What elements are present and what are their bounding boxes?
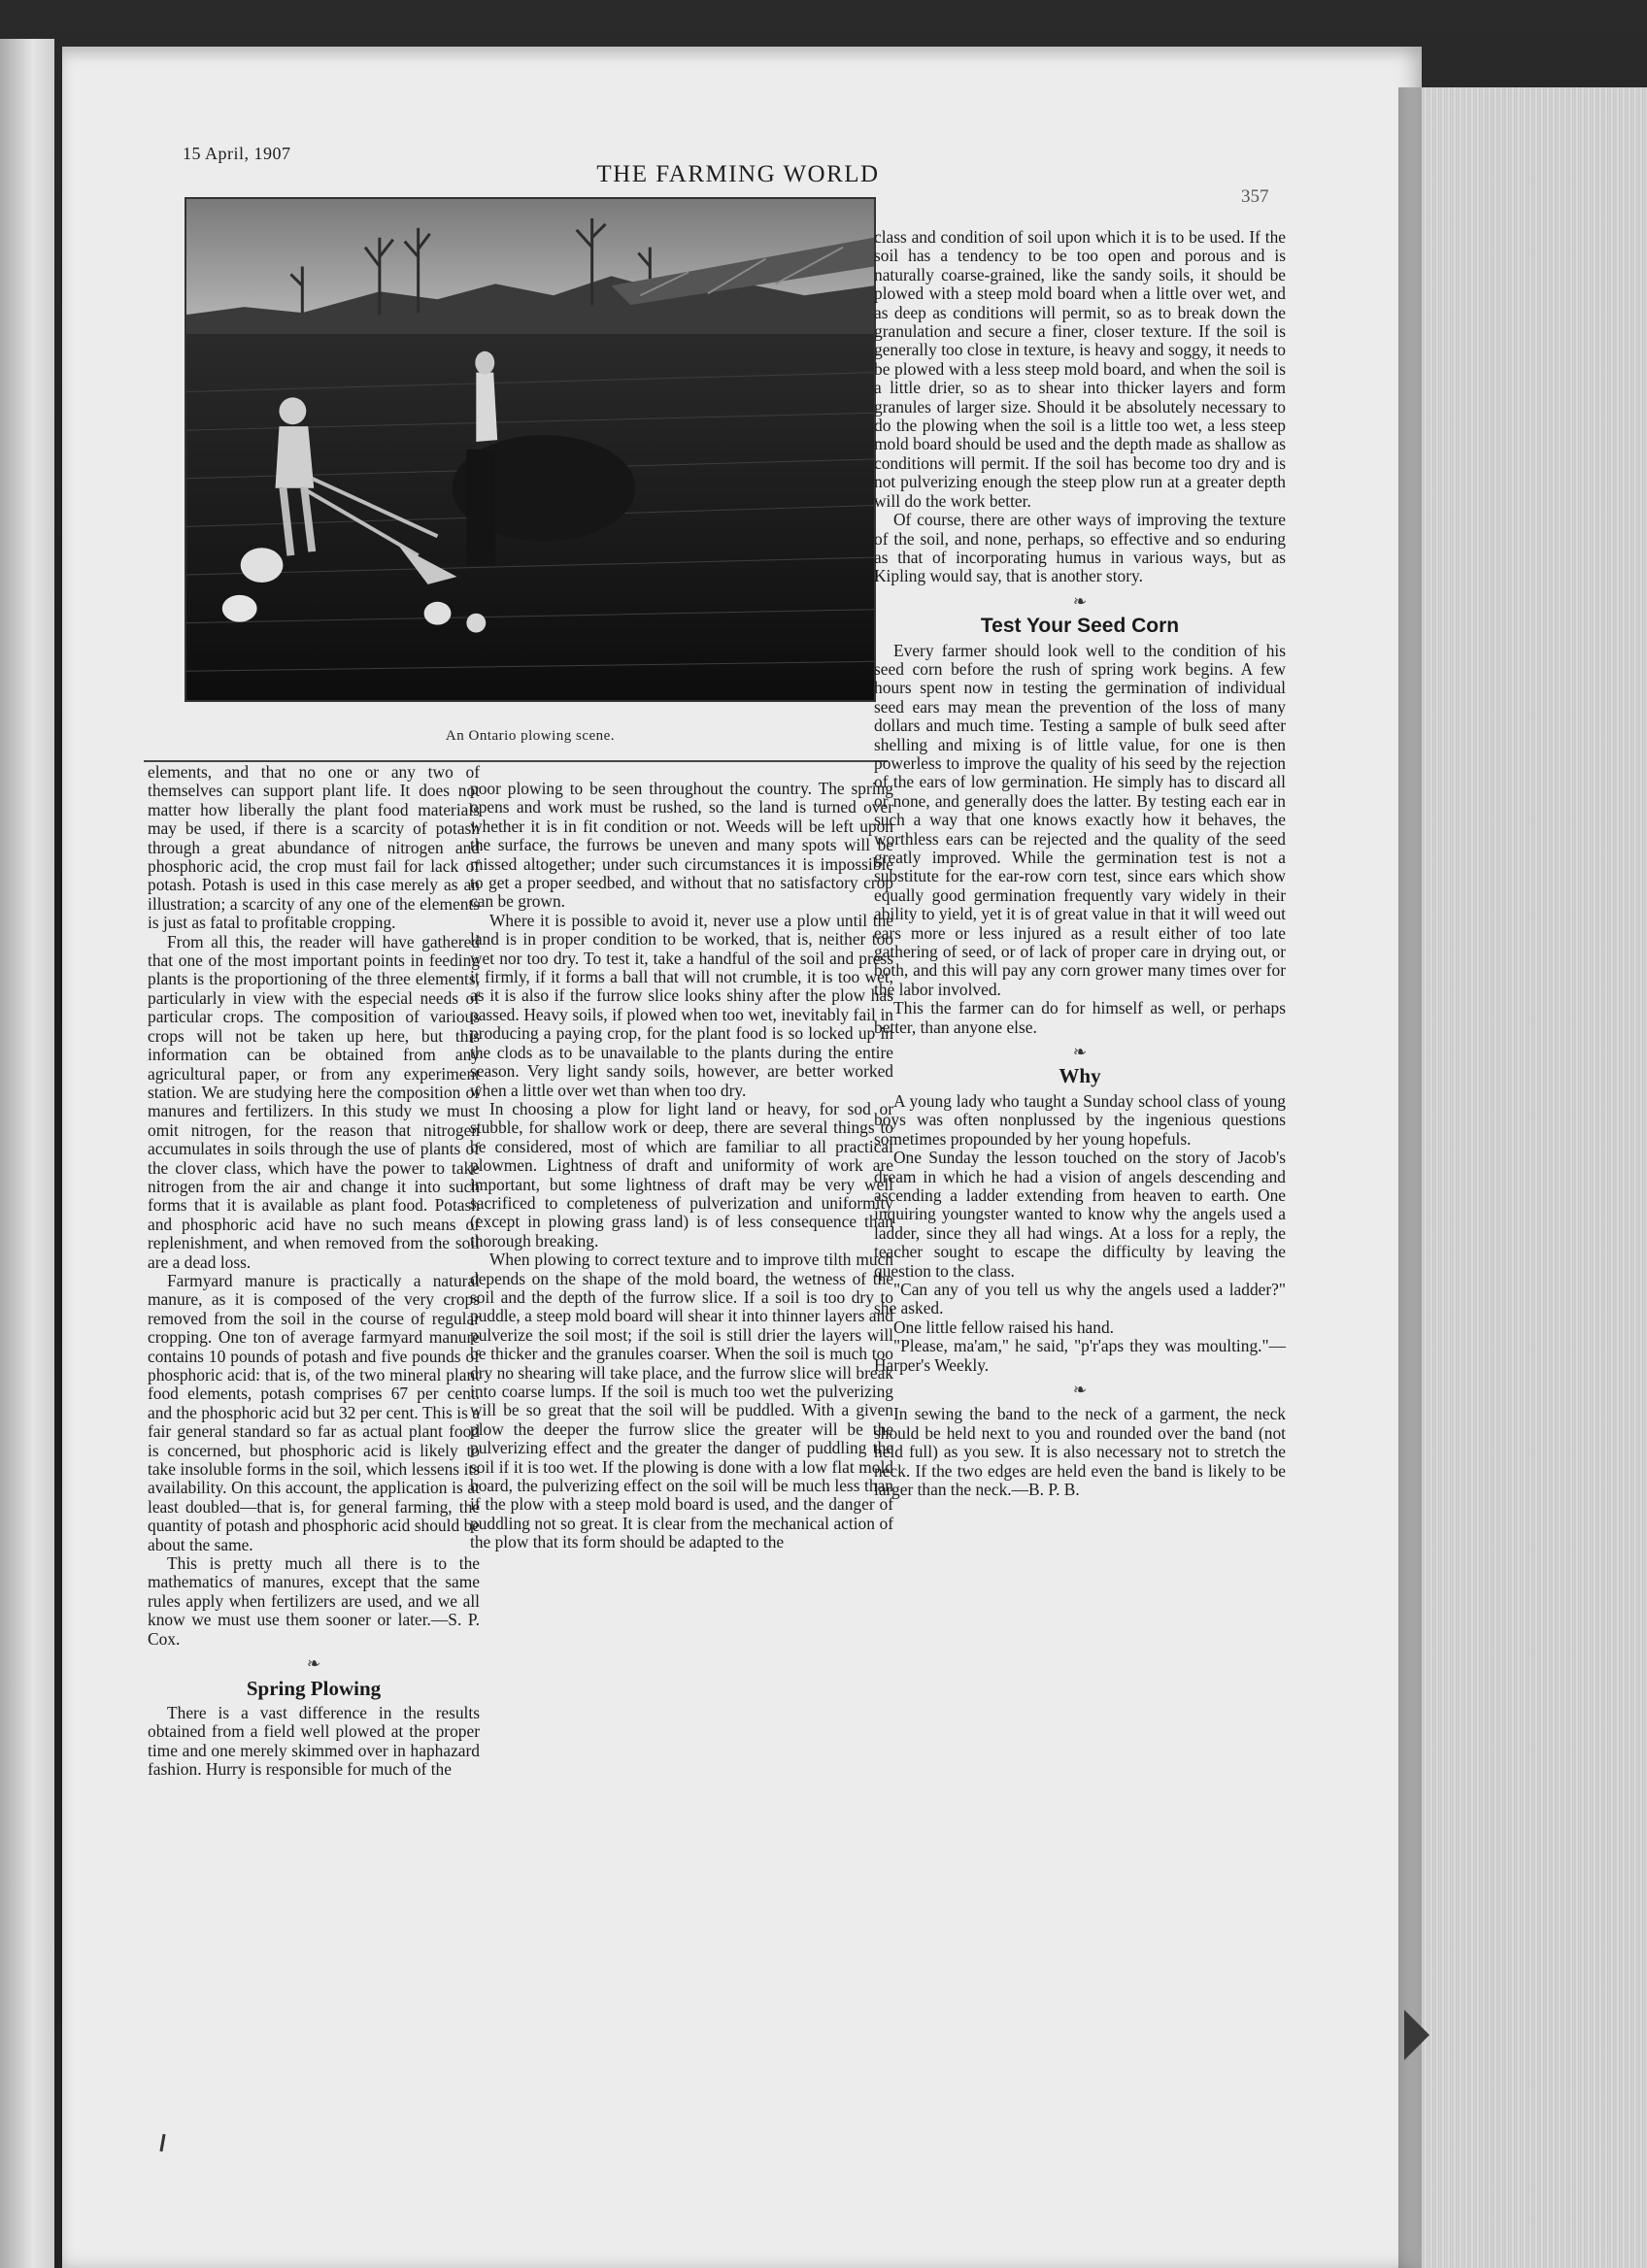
paragraph: In choosing a plow for light land or heavy, for sod or stubble, for shallow work or deep, there are several things to be considered, most of which are familiar to all practical plowmen. Lightness of draft and uniformity of work are important, but some lightness of draft may be very well sacrificed to completeness of pulverization and uniformity (except in plowing grass land) is of less consequence than thorough breaking. xyxy=(470,1098,893,1251)
paragraph: elements, and that no one or any two of themselves can support plant life. It does not matter how liberally the plant food materials may be used, if there is a scarcity of potash through a great abundance of nitrogen and phosphoric acid, the crop must fail for lack of potash. Potash is used in this case merely as an illustration; a scarcity of any one of the elements is just as fatal to profitable cropping. xyxy=(148,762,480,933)
column-2 xyxy=(470,780,893,1552)
paragraph: Where it is possible to avoid it, never use a plow until the land is in proper condition to be worked, that is, neither too wet nor too dry. To test it, take a handful of the soil and press it firmly, if it forms a ball that will not crumble, it is too wet, as it is also if the furrow slice looks shiny after the plow has passed. Heavy soils, if plowed when too wet, inevitably fail in producing a paying crop, for the plant food is so locked up in the clods as to be unavailable to the plants during the entire season. Very light sandy soils, however, are better worked when a little over wet than when too dry. xyxy=(470,910,893,1100)
paragraph: "Can any of you tell us why the angels used a ladder?" she asked. xyxy=(874,1279,1286,1318)
ornament-icon: ❧ xyxy=(306,1654,321,1674)
paragraph: When plowing to correct texture and to improve tilth much depends on the shape of the mold board, the wetness of the soil and the depth of the furrow slice. If a soil is too dry to puddle, a steep mold board will shear it into thinner layers and pulverize the soil most; if the soil is still drier the layers will be thicker and the granules coarser. When the soil is much too dry no shearing will take place, and the furrow slice will break into coarse lumps. If the soil is much too wet the pulverizing will be so great that the soil will be puddled. With a given plow the deeper the furrow slice the greater will be the pulverizing effect and the greater the danger of puddling the soil if it is too wet. If the plowing is done with a low flat mold board, the pulverizing effect on the soil will be much less than if the plow with a steep mold board is used, and the danger of puddling not so great. It is clear from the mechanical action of the plow that its form should be adapted to the xyxy=(470,1250,893,1552)
paragraph: A young lady who taught a Sunday school class of young boys was often nonplussed by the ingenious questions sometimes propounded by her young hopefuls. xyxy=(874,1090,1286,1149)
plowing-photo-illustration xyxy=(186,199,874,700)
paragraph: class and condition of soil upon which it is to be used. If the soil has a tendency to be too open and porous and is naturally coarse-grained, like the sandy soils, it should be plowed with a steep mold board when a little over wet, and as deep as conditions will permit, so as to break down the granulation and secure a finer, closer texture. If the soil is generally too close in texture, is heavy and soggy, it needs to be plowed with a less steep mold board, and when the soil is a little drier, so as to shear into thicker layers and form granules of larger size. Should it be absolutely necessary to do the plowing when the soil is a little too wet, a less steep mold board should be used and the depth made as shallow as conditions will permit. If the soil has become too dry and is not pulverizing enough the steep plow run at a greater depth will do the work better. xyxy=(874,227,1286,511)
article-heading-why: Why xyxy=(1059,1064,1101,1088)
left-page-edge xyxy=(0,39,54,2268)
header-title: THE FARMING WORLD xyxy=(596,161,880,187)
paragraph: Every farmer should look well to the condition of his seed corn before the rush of spring work begins. A few hours spent now in testing the germination of individual seed ears may mean the prevention of the loss of many dollars and much time. Testing a sample of bulk seed after shelling and mixing is of little value, for one is then powerless to improve the quality of his seed by the rejection of the ears of low germination. He simply has to discard all or none, and generally does the latter. By testing each ear in such a way that one knows exactly how it behaves, the worthless ears can be rejected and the quality of the seed greatly improved. While the germination test is not a substitute for the ear-row corn test, since ears which show equally good germination frequently vary widely in their ability to yield, yet it is of great value in that it will weed out ears more or less injured as a result either of too late gathering of seed, or of lack of proper care in drying out, or both, and this will pay any corn grower many times over for the labor involved. xyxy=(874,640,1286,999)
column-3 xyxy=(874,228,1286,1499)
ornament-icon: ❧ xyxy=(1072,1043,1088,1062)
paragraph-sewing-note: In sewing the band to the neck of a garment, the neck should be held next to you and rounded over the band (not held full) as you sew. It is also necessary not to stretch the neck. If the two edges are held even the band is likely to be larger than the neck.—B. P. B. xyxy=(874,1404,1286,1499)
paragraph: poor plowing to be seen throughout the country. The spring opens and work must be rushed, so the land is turned over whether it is in fit condition or not. Weeds will be left upon the surface, the furrows be uneven and many spots will be missed altogether; under such circumstances it is impossible to get a proper seedbed, and without that no satisfactory crop can be grown. xyxy=(470,779,893,912)
paragraph: This the farmer can do for himself as well, or perhaps better, than anyone else. xyxy=(874,998,1286,1037)
ornament-icon: ❧ xyxy=(1072,1380,1088,1399)
photo-caption: An Ontario plowing scene. xyxy=(445,728,616,744)
column-1 xyxy=(148,763,480,1780)
paragraph: There is a vast difference in the results obtained from a field well plowed at the proper time and one merely skimmed over in haphazard fashion. Hurry is responsible for much of the xyxy=(148,1702,480,1780)
header-page-number: 357 xyxy=(1241,186,1269,207)
plowing-photo xyxy=(185,197,876,702)
paragraph: Of course, there are other ways of improving the texture of the soil, and none, perhaps, so effective and so enduring as that of incorporating humus in various ways, but as Kipling would say, that is another story. xyxy=(874,510,1286,586)
page-marker-triangle xyxy=(1404,2010,1429,2060)
page-stack-edges xyxy=(1422,87,1647,2268)
paragraph: One little fellow raised his hand. xyxy=(893,1317,1114,1337)
paragraph: This is pretty much all there is to the mathematics of manures, except that the same rules apply when fertilizers are used, and we all know we must use them sooner or later.—S. P. Cox. xyxy=(148,1553,480,1649)
article-heading-spring-plowing: Spring Plowing xyxy=(246,1676,382,1700)
header-date: 15 April, 1907 xyxy=(183,144,291,163)
paragraph: From all this, the reader will have gathered that one of the most important points in feeding plants is the proportioning of the three elements, particularly in view with the especial needs of particular crops. The composition of various crops will not be taken up here, but this information can be obtained from any agricultural paper, or from any experiment station. We are studying here the composition of manures and fertilizers. In this study we must omit nitrogen, for the reason that nitrogen accumulates in soils through the use of plants of the clover class, which have the power to take nitrogen from the air and change it into such forms that it is available as plant food. Potash and phosphoric acid have no such means of replenishment, and when removed from the soil are a dead loss. xyxy=(148,931,480,1272)
paragraph: One Sunday the lesson touched on the story of Jacob's dream in which he had a vision of angels descending and ascending a ladder extending from heaven to earth. One inquiring youngster wanted to know why the angels used a ladder, since they all had wings. At a loss for a reply, the teacher sought to escape the difficulty by leaving the question to the class. xyxy=(874,1148,1286,1281)
paragraph: "Please, ma'am," he said, "p'r'aps they was moulting."—Harper's Weekly. xyxy=(874,1336,1286,1375)
article-heading-test-your-seed-corn: Test Your Seed Corn xyxy=(980,615,1180,638)
ornament-icon: ❧ xyxy=(1072,591,1088,611)
paragraph: Farmyard manure is practically a natural manure, as it is composed of the very crops removed from the soil in the course of regular cropping. One ton of average farmyard manure contains 10 pounds of potash and five pounds of phosphoric acid: that is, of the two mineral plant food elements, potash comprises 67 per cent. and the phosphoric acid but 32 per cent. This is a fair general standard so far as actual plant food is concerned, but phosphoric acid is likely to take insoluble forms in the soil, which lessens its availability. On this account, the application is at least doubled—that is, for general farming, the quantity of potash and phosphoric acid should be about the same. xyxy=(148,1270,480,1554)
